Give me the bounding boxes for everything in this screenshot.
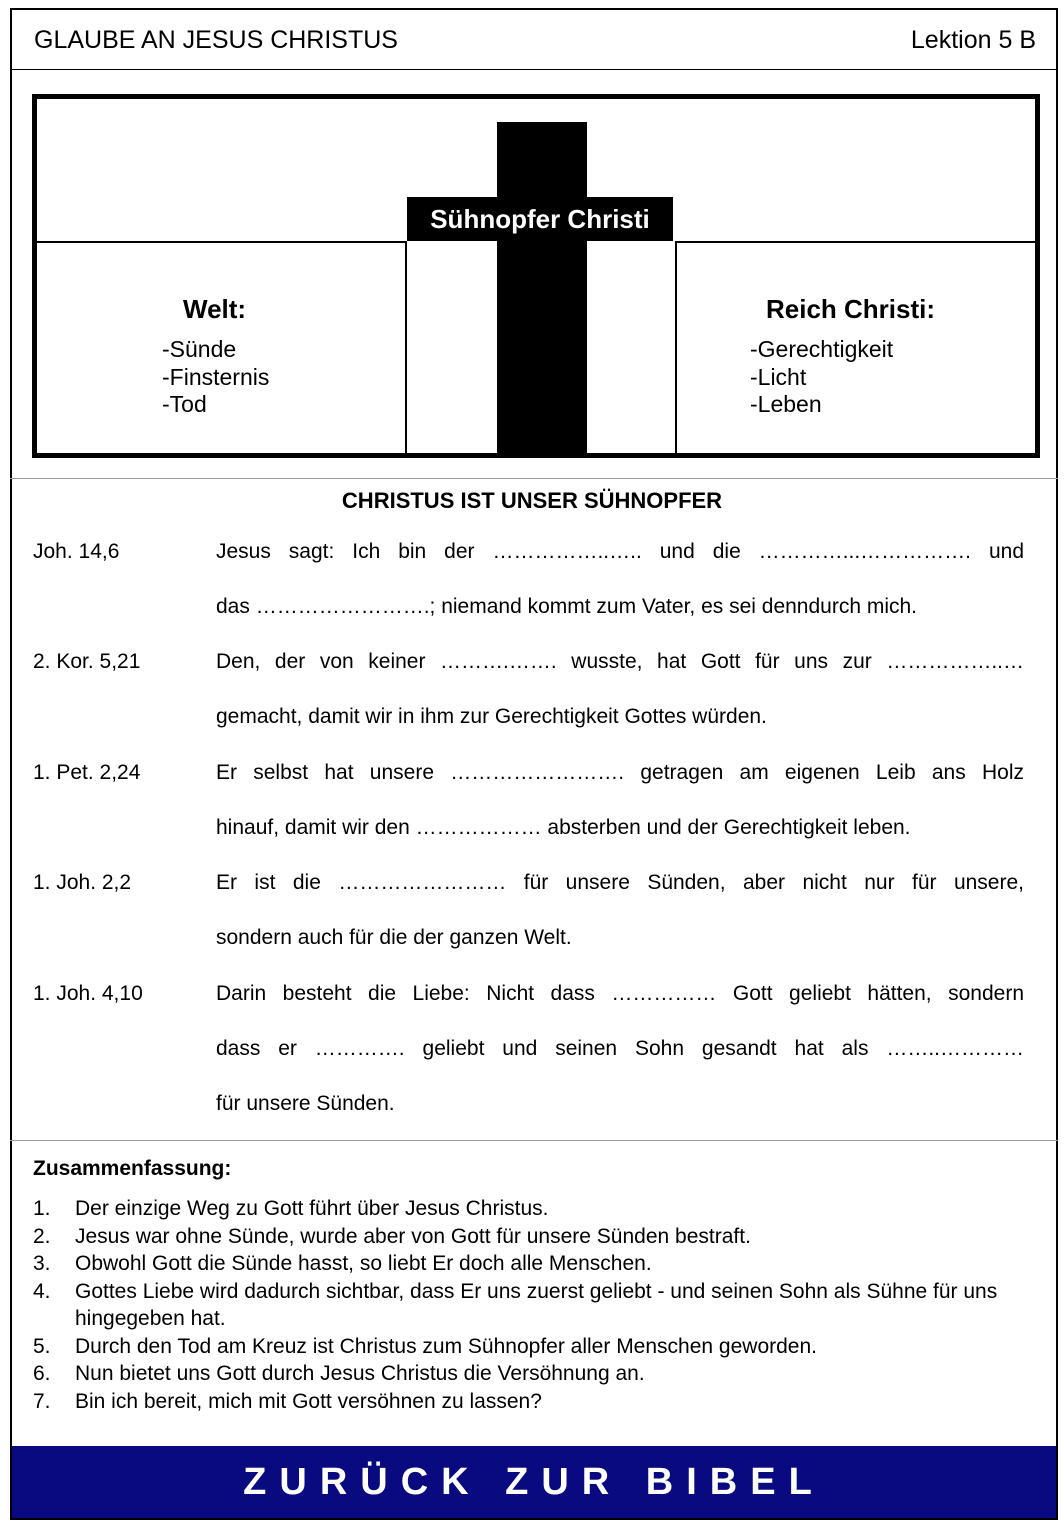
list-item bbox=[33, 1278, 1023, 1333]
verse-reference: 2. Kor. 5,21 bbox=[33, 650, 141, 673]
verse-line: hinauf, damit wir den ……………… absterben und der Gerechtigkeit leben. bbox=[216, 816, 911, 839]
list-item: -Tod bbox=[162, 391, 207, 417]
section-divider bbox=[10, 1140, 1058, 1141]
verse-reference: Joh. 14,6 bbox=[33, 540, 120, 563]
item-text: Gottes Liebe wird dadurch sichtbar, dass Er uns zuerst geliebt - und seinen Sohn als Sühne für uns hingegeben hat. bbox=[75, 1279, 998, 1330]
divider-line bbox=[675, 241, 677, 453]
divider-line bbox=[37, 241, 405, 243]
verse-line: das …………………….; niemand kommt zum Vater, es sei denndurch mich. bbox=[216, 595, 918, 618]
kingdom-heading: Reich Christi: bbox=[766, 294, 936, 324]
list-item bbox=[33, 1360, 1023, 1388]
footer-banner: ZURÜCK ZUR BIBEL bbox=[12, 1446, 1056, 1518]
summary-title: Zusammenfassung: bbox=[33, 1157, 232, 1180]
kingdom-list bbox=[750, 336, 893, 419]
item-number: 1. bbox=[33, 1197, 51, 1220]
item-text: Der einzige Weg zu Gott führt über Jesus Christus. bbox=[75, 1197, 549, 1220]
verse-line: sondern auch für die der ganzen Welt. bbox=[216, 926, 572, 949]
list-item bbox=[33, 1195, 1023, 1223]
lesson-number: Lektion 5 B bbox=[910, 26, 1036, 54]
item-text: Durch den Tod am Kreuz ist Christus zum Sühnopfer aller Menschen geworden. bbox=[75, 1334, 817, 1358]
world-heading: Welt: bbox=[183, 294, 247, 324]
list-item bbox=[33, 1250, 1023, 1278]
divider-line bbox=[675, 241, 1040, 243]
verse-line: Er ist die …………………… für unsere Sünden, aber nicht nur für unsere, bbox=[216, 871, 1024, 894]
item-number: 6. bbox=[33, 1362, 51, 1385]
world-list bbox=[162, 336, 269, 419]
item-number: 4. bbox=[33, 1279, 51, 1303]
item-text: Nun bietet uns Gott durch Jesus Christus die Versöhnung an. bbox=[75, 1362, 645, 1385]
item-number: 2. bbox=[33, 1224, 51, 1248]
item-number: 7. bbox=[33, 1389, 51, 1413]
item-text: Bin ich bereit, mich mit Gott versöhnen zu lassen? bbox=[75, 1389, 542, 1413]
verse-reference: 1. Pet. 2,24 bbox=[33, 761, 141, 784]
list-item bbox=[33, 1223, 1023, 1251]
verse-line: Den, der von keiner ……….……. wusste, hat Gott für uns zur ……………..… bbox=[216, 650, 1024, 673]
list-item bbox=[33, 1388, 1023, 1416]
list-item: -Gerechtigkeit bbox=[750, 336, 894, 362]
verse-line: Jesus sagt: Ich bin der ……………..….. und die …………...……………. und bbox=[216, 540, 1024, 563]
verse-line: gemacht, damit wir in ihm zur Gerechtigkeit Gottes würden. bbox=[216, 705, 767, 728]
list-item bbox=[33, 1333, 1023, 1361]
verse-reference: 1. Joh. 4,10 bbox=[33, 982, 143, 1005]
list-item: -Leben bbox=[750, 391, 822, 417]
verse-reference: 1. Joh. 2,2 bbox=[33, 871, 132, 894]
document-title: GLAUBE AN JESUS CHRISTUS bbox=[34, 26, 398, 54]
item-number: 5. bbox=[33, 1334, 51, 1358]
verse-line: dass er …………. geliebt und seinen Sohn gesandt hat als ……..………… bbox=[216, 1037, 1024, 1060]
item-text: Jesus war ohne Sünde, wurde aber von Gott für unsere Sünden bestraft. bbox=[75, 1224, 751, 1248]
list-item: -Sünde bbox=[162, 336, 237, 362]
item-text: Obwohl Gott die Sünde hasst, so liebt Er doch alle Menschen. bbox=[75, 1252, 652, 1275]
list-item: -Licht bbox=[750, 363, 807, 390]
cross-label: Sühnopfer Christi bbox=[407, 197, 673, 241]
verse-line: Darin besteht die Liebe: Nicht dass …………… Gott geliebt hätten, sondern bbox=[216, 982, 1024, 1005]
summary-list bbox=[33, 1195, 1023, 1415]
cross-diagram bbox=[32, 94, 1040, 458]
page-header bbox=[12, 10, 1056, 70]
cross-icon bbox=[497, 122, 587, 453]
verse-line: für unsere Sünden. bbox=[216, 1092, 395, 1115]
divider-line bbox=[405, 241, 407, 453]
list-item: -Finsternis bbox=[162, 363, 270, 390]
section-title: CHRISTUS IST UNSER SÜHNOPFER bbox=[341, 488, 723, 513]
section-divider bbox=[10, 478, 1058, 479]
verse-line: Er selbst hat unsere ……………………. getragen am eigenen Leib ans Holz bbox=[216, 761, 1024, 784]
item-number: 3. bbox=[33, 1252, 51, 1275]
